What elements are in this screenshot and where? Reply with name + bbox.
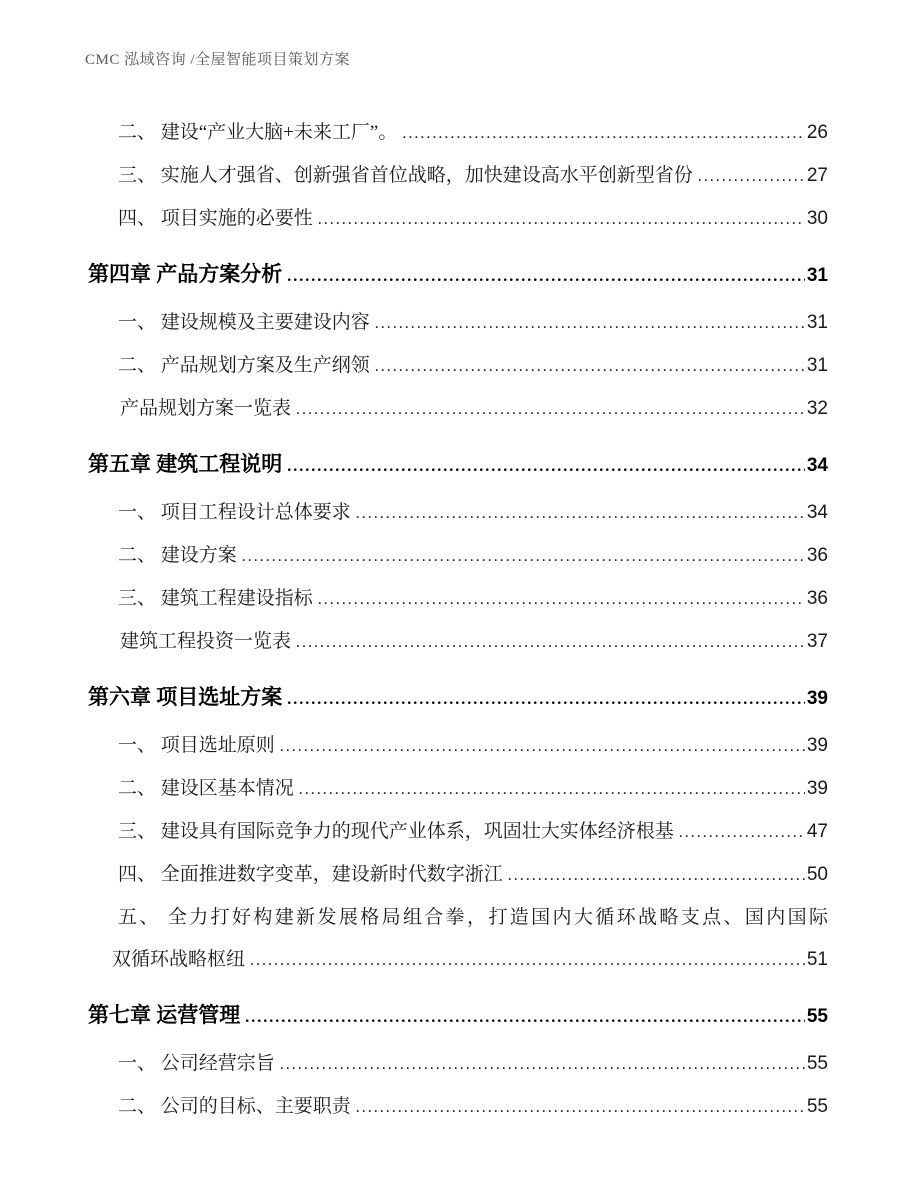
dot-leader <box>375 346 805 388</box>
toc-chapter-entry[interactable] <box>88 992 828 1041</box>
toc-entry[interactable] <box>88 725 828 768</box>
toc-page-number: 39 <box>806 688 828 709</box>
toc-page-number: 34 <box>806 502 828 523</box>
toc-chapter-entry[interactable] <box>88 441 828 490</box>
dot-leader <box>287 677 805 723</box>
toc-page-number: 51 <box>806 949 828 970</box>
toc-entry-label: 二、 建设区基本情况 <box>118 778 294 799</box>
toc-entry-label: 第七章 运营管理 <box>88 1003 241 1027</box>
toc-entry[interactable] <box>88 302 828 345</box>
toc-page-number: 37 <box>806 631 828 652</box>
toc-entry-label: 二、 建设“产业大脑+未来工厂”。 <box>118 122 398 143</box>
toc-page-number: 39 <box>806 735 828 756</box>
toc-entry-wrapped-continuation[interactable] <box>88 939 828 982</box>
dot-leader <box>356 493 805 535</box>
table-of-contents <box>88 112 828 1129</box>
dot-leader <box>296 389 805 431</box>
toc-entry-label: 第四章 产品方案分析 <box>88 262 283 286</box>
toc-entry-label: 产品规划方案一览表 <box>120 398 292 419</box>
dot-leader <box>250 940 805 982</box>
dot-leader <box>356 1087 805 1129</box>
document-header: CMC 泓域咨询 /全屋智能项目策划方案 <box>85 52 351 68</box>
dot-leader <box>280 726 805 768</box>
toc-entry-label: 建筑工程投资一览表 <box>120 631 292 652</box>
toc-page-number: 36 <box>806 545 828 566</box>
dot-leader <box>287 254 805 300</box>
toc-page-number: 27 <box>806 165 828 186</box>
toc-page-number: 55 <box>806 1096 828 1117</box>
toc-entry-label: 一、 公司经营宗旨 <box>118 1053 275 1074</box>
dot-leader <box>318 199 805 241</box>
toc-entry-label: 一、 项目工程设计总体要求 <box>118 502 351 523</box>
toc-entry-label: 二、 建设方案 <box>118 545 237 566</box>
toc-entry-label: 四、 项目实施的必要性 <box>118 208 313 229</box>
toc-entry-label: 第五章 建筑工程说明 <box>88 452 283 476</box>
toc-entry-label: 二、 产品规划方案及生产纲领 <box>118 355 370 376</box>
toc-entry[interactable] <box>88 112 828 155</box>
toc-chapter-entry[interactable] <box>88 674 828 723</box>
dot-leader <box>242 536 805 578</box>
toc-entry-label: 第六章 项目选址方案 <box>88 685 283 709</box>
dot-leader <box>402 113 805 155</box>
toc-entry[interactable] <box>88 388 828 431</box>
toc-entry[interactable] <box>88 492 828 535</box>
toc-page-number: 55 <box>806 1006 828 1027</box>
toc-entry[interactable] <box>88 854 828 897</box>
dot-leader <box>287 444 805 490</box>
toc-page-number: 55 <box>806 1053 828 1074</box>
dot-leader <box>698 156 805 198</box>
dot-leader <box>679 812 805 854</box>
toc-entry-label: 三、 建设具有国际竞争力的现代产业体系，巩固壮大实体经济根基 <box>118 821 674 842</box>
toc-entry-label: 四、 全面推进数字变革，建设新时代数字浙江 <box>118 864 503 885</box>
toc-page-number: 30 <box>806 208 828 229</box>
toc-entry[interactable] <box>88 345 828 388</box>
toc-entry-label: 一、 项目选址原则 <box>118 735 275 756</box>
dot-leader <box>375 303 805 345</box>
toc-page-number: 32 <box>806 398 828 419</box>
toc-page-number: 50 <box>806 864 828 885</box>
toc-entry[interactable] <box>88 1086 828 1129</box>
toc-entry-label: 三、 建筑工程建设指标 <box>118 588 313 609</box>
toc-entry-label: 二、 公司的目标、主要职责 <box>118 1096 351 1117</box>
toc-entry[interactable] <box>88 198 828 241</box>
toc-page-number: 31 <box>806 312 828 333</box>
toc-entry[interactable] <box>88 1043 828 1086</box>
toc-page-number: 39 <box>806 778 828 799</box>
toc-entry-wrapped-first-line[interactable] <box>88 897 828 939</box>
dot-leader <box>296 622 805 664</box>
toc-entry-label: 双循环战略枢纽 <box>112 949 246 970</box>
toc-page-number: 31 <box>806 265 828 286</box>
toc-page-number: 31 <box>806 355 828 376</box>
dot-leader <box>245 995 805 1041</box>
dot-leader <box>280 1044 805 1086</box>
dot-leader <box>318 579 805 621</box>
toc-page-number: 26 <box>806 122 828 143</box>
toc-entry-label: 五、 全力打好构建新发展格局组合拳，打造国内大循环战略支点、国内国际 <box>118 907 828 928</box>
toc-entry[interactable] <box>88 621 828 664</box>
toc-entry[interactable] <box>88 535 828 578</box>
toc-entry[interactable] <box>88 811 828 854</box>
toc-entry-label: 三、 实施人才强省、创新强省首位战略，加快建设高水平创新型省份 <box>118 165 693 186</box>
toc-chapter-entry[interactable] <box>88 251 828 300</box>
toc-page-number: 47 <box>806 821 828 842</box>
dot-leader <box>299 769 805 811</box>
dot-leader <box>508 855 805 897</box>
toc-page-number: 34 <box>806 455 828 476</box>
toc-entry[interactable] <box>88 768 828 811</box>
toc-entry[interactable] <box>88 155 828 198</box>
toc-entry[interactable] <box>88 578 828 621</box>
toc-entry-label: 一、 建设规模及主要建设内容 <box>118 312 370 333</box>
toc-page-number: 36 <box>806 588 828 609</box>
